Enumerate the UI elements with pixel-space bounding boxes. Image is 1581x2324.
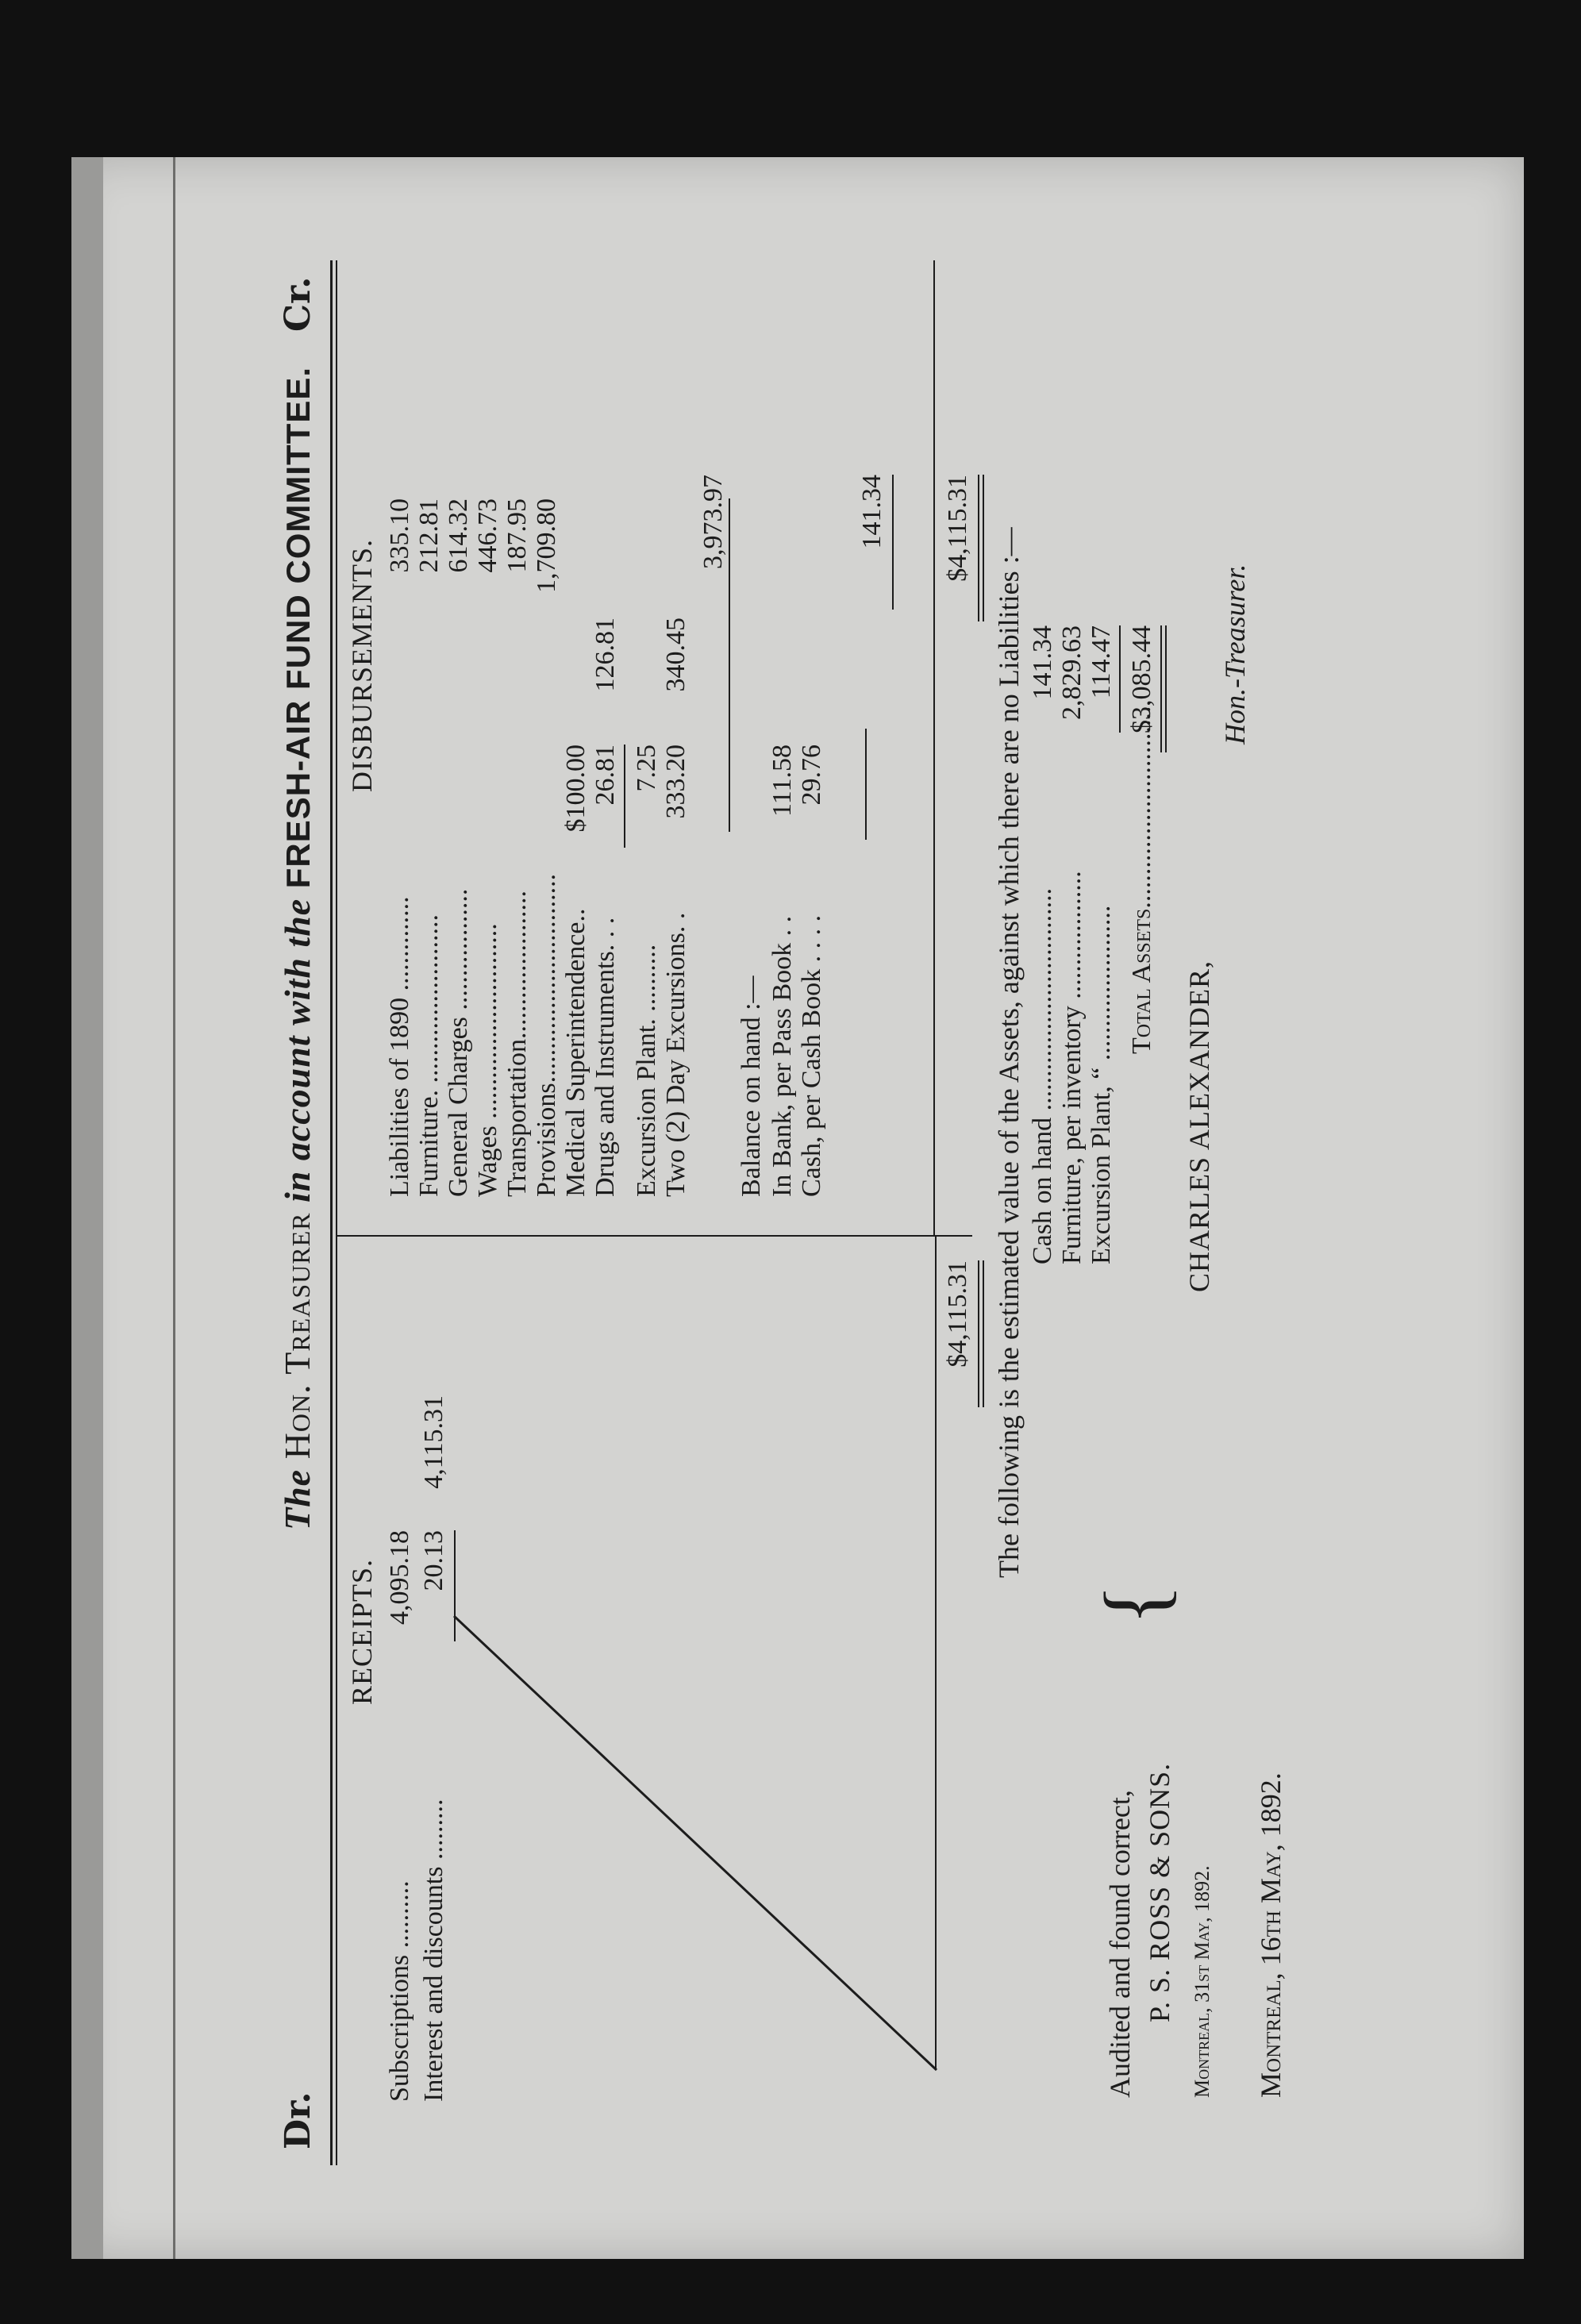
balance-label: In Bank, per Pass Book . . — [767, 915, 797, 1197]
disbursement-label: Two (2) Day Excursions. . — [661, 912, 690, 1197]
balance-rule — [892, 475, 894, 610]
disbursements-bottom-rule — [933, 260, 935, 1237]
disbursement-inner-amount: 7.25 — [632, 745, 661, 792]
disbursements-total-rule — [978, 475, 979, 621]
asset-label: Cash on hand ................................. — [1028, 887, 1057, 1264]
disbursements-subtotal: 3,973.97 — [698, 475, 728, 569]
audit-date: Montreal, 31st May, 1892. — [1191, 1865, 1214, 2098]
assets-total-rule — [1165, 625, 1167, 752]
asset-label: Furniture, per inventory ................... — [1057, 871, 1087, 1264]
disbursement-amount: 126.81 — [590, 618, 620, 692]
assets-total-rule — [1160, 625, 1162, 752]
sum-rule — [624, 745, 625, 848]
disbursement-label: Transportation...................... — [502, 891, 532, 1197]
title-in-account: in account with the — [277, 898, 317, 1203]
disbursement-amount: 212.81 — [414, 498, 444, 573]
total-assets-label: Total Assets.............................. — [1127, 706, 1156, 1054]
disbursement-amount: 340.45 — [661, 618, 690, 692]
assets-sum-rule — [1119, 625, 1121, 733]
receipt-label: Interest and discounts ......... — [419, 1799, 448, 2102]
financial-statement — [246, 237, 1484, 2181]
disbursement-amount: 187.95 — [502, 498, 532, 573]
audited-text: Audited and found correct, — [1104, 1790, 1136, 2098]
balance-amount: 29.76 — [797, 745, 826, 806]
balance-label: Cash, per Cash Book . . . . — [797, 914, 826, 1197]
disbursement-label: Furniture. ......................... — [414, 914, 444, 1197]
balance-amount: 111.58 — [767, 745, 797, 817]
disbursement-label: Liabilities of 1890 .............. — [385, 896, 414, 1197]
disbursement-amount: 614.32 — [444, 498, 473, 573]
place-date: Montreal, 16th May, 1892. — [1255, 1772, 1287, 2098]
balance-total: 141.34 — [857, 475, 887, 549]
brace: { — [1087, 1583, 1183, 1626]
balance-rule — [865, 729, 867, 840]
balance-heading: Balance on hand :— — [737, 975, 766, 1197]
receipts-total-rule — [983, 1260, 984, 1407]
disbursement-amount: 335.10 — [385, 498, 414, 573]
title-committee: FRESH-AIR FUND COMMITTEE. — [279, 366, 317, 889]
total-assets-amount: $3,085.44 — [1127, 625, 1156, 733]
disbursement-inner-amount: 333.20 — [661, 745, 690, 819]
receipts-total: $4,115.31 — [943, 1260, 972, 1368]
receipts-bottom-rule — [935, 1237, 937, 2070]
debit-mark: Dr. — [278, 2091, 318, 2149]
disbursement-amount: 446.73 — [473, 498, 502, 573]
receipts-heading: RECEIPTS. — [346, 1558, 378, 1705]
receipts-total-rule — [978, 1260, 979, 1407]
page-edge — [71, 157, 103, 2259]
assets-intro: The following is the estimated value of the Assets, against which there are no Liabilities :— — [993, 527, 1025, 1578]
disbursements-total: $4,115.31 — [943, 475, 972, 582]
disbursement-inner-amount: 26.81 — [590, 745, 620, 806]
subtotal-rule — [729, 498, 730, 832]
receipt-amount: 20.13 — [419, 1530, 448, 1591]
treasurer-name: CHARLES ALEXANDER, — [1183, 960, 1215, 1292]
disbursement-inner-amount: $100.00 — [561, 745, 590, 833]
diagonal-line — [454, 1616, 937, 2070]
document-sheet — [71, 157, 1524, 2259]
receipt-label: Subscriptions .......... — [385, 1880, 414, 2102]
asset-amount: 141.34 — [1028, 625, 1057, 700]
credit-mark: Cr. — [278, 276, 318, 332]
asset-amount: 114.47 — [1087, 625, 1116, 699]
disbursement-label: Excursion Plant. .......... — [632, 944, 661, 1197]
disbursement-amount: 1,709.80 — [532, 498, 561, 593]
disbursement-label: Wages ............................. — [473, 923, 502, 1197]
filler-diagonal — [246, 1229, 960, 2181]
disbursements-total-rule — [983, 475, 984, 621]
disbursement-label: Provisions............................... — [532, 873, 561, 1197]
title-treasurer: Hon. Treasurer — [277, 1212, 317, 1460]
asset-label: Excursion Plant, “ ....................... — [1087, 905, 1116, 1264]
receipts-subtotal: 4,115.31 — [419, 1395, 448, 1489]
title-the: The — [277, 1468, 317, 1530]
disbursement-label: Drugs and Instruments. . . — [590, 917, 620, 1197]
receipt-amount: 4,095.18 — [385, 1530, 414, 1625]
auditor-name: P. S. ROSS & SONS. — [1144, 1762, 1175, 2022]
disbursement-label: General Charges .................. — [444, 888, 473, 1197]
treasurer-title: Hon.-Treasurer. — [1219, 564, 1251, 745]
asset-amount: 2,829.63 — [1057, 625, 1087, 720]
page-fold-line — [173, 157, 175, 2259]
disbursements-heading: DISBURSEMENTS. — [346, 538, 378, 792]
disbursement-label: Medical Superintendence.. — [561, 908, 590, 1197]
